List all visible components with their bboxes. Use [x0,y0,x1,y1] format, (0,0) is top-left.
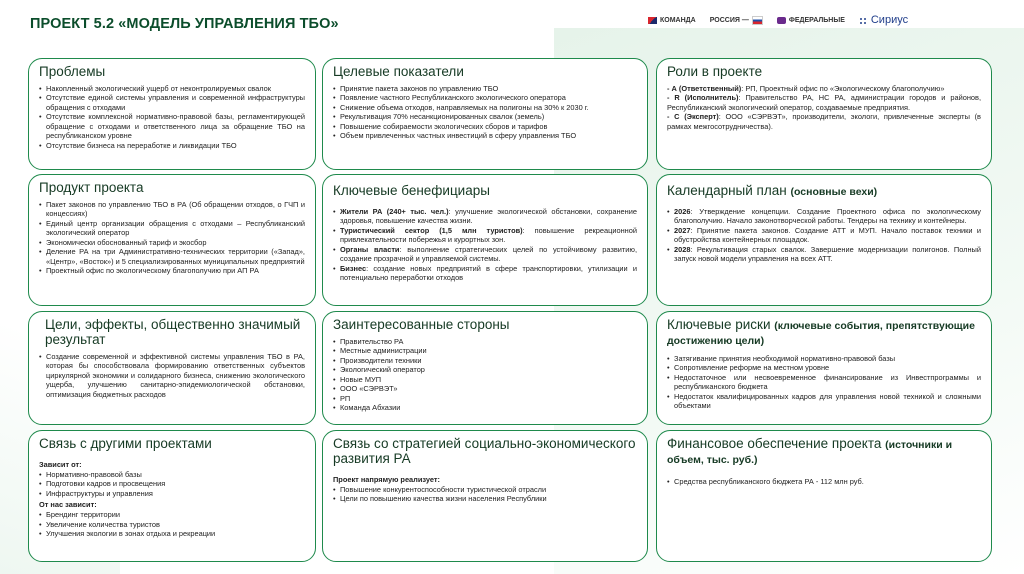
product-list [39,200,305,276]
list-item: • Недостаточное или несвоевременное финансирование из Инвестпрограммы и республиканского бюджета [667,373,981,392]
list-item: • Команда Абхазии [333,403,637,412]
list-item: • Отсутствие единой системы управления и современной инфраструктуры обращения с отходами [39,93,305,112]
logo-komanda: КОМАНДА [648,17,696,24]
affects-label: От нас зависит: [39,500,97,510]
roles-list [667,84,981,131]
card-product [28,174,316,306]
list-item: • Проектный офис по экологическому благополучию при АП РА [39,266,305,275]
strategy-label: Проект напрямую реализует: [333,474,441,484]
list-item: • Объем привлеченных частных инвестиций в сферу управления ТБО [333,131,637,140]
list-item: • Создание современной и эффективной системы управления ТБО в РА, которая бы способствовала формированию ответственных субъектов циркулярной экономики и солидарного бизнеса, снижению экологического ущерба, улучшению санитарно-эпидемиологической обстановки, оптимизация бюджетных расходов [39,352,305,399]
affects-list [39,510,305,538]
list-item: • Брендинг территории [39,510,305,519]
list-item: • Сопротивление реформе на местном уровне [667,363,981,372]
list-item: • Затягивание принятия необходимой нормативно-правовой базы [667,354,981,363]
card-strategy [322,430,648,562]
card-heading: Календарный план (основные вехи) [667,183,878,198]
list-item: - С (Эксперт): ООО «СЭРВЭТ», производители, экологи, привлеченные эксперты (в рамках межгосотрудничества). [667,112,981,131]
card-stakeholders [322,311,648,425]
card-heading: Финансовое обеспечение проекта (источники и объем, тыс. руб.) [667,436,953,466]
list-item: • Деление РА на три Административно-технических территории («Запад», «Центр», «Восток») и 5 специализированных муниципальных предприятий [39,247,305,266]
list-item: • Единый центр организации обращения с отходами – Республиканский экологический оператор [39,219,305,238]
list-item: • Жители РА (240+ тыс. чел.): улучшение экологической обстановки, сохранение здоровья, повышение качества жизни. [333,207,637,226]
calendar-list [667,207,981,264]
list-item: • Производители техники [333,356,637,365]
card-heading: Проблемы [39,64,106,79]
list-item: • Принятие пакета законов по управлению ТБО [333,84,637,93]
card-heading: Заинтересованные стороны [333,317,510,332]
list-item: • Повышение конкурентоспособности туристической отрасли [333,485,637,494]
partner-logos [648,14,908,26]
card-links [28,430,316,562]
page-title: ПРОЕКТ 5.2 «МОДЕЛЬ УПРАВЛЕНИЯ ТБО» [30,16,339,32]
list-item: • Отсутствие бизнеса на переработке и ликвидации ТБО [39,141,305,150]
goals-list [39,352,305,399]
list-item: • Накопленный экологический ущерб от неконтролируемых свалок [39,84,305,93]
finance-list [667,477,981,486]
list-item: • Улучшения экологии в зонах отдыха и рекреации [39,529,305,538]
card-heading: Ключевые риски (ключевые события, препятствующие достижению цели) [667,317,975,347]
card-heading: Целевые показатели [333,64,464,79]
list-item: • Нормативно-правовой базы [39,470,305,479]
list-item: • ООО «СЭРВЭТ» [333,384,637,393]
card-heading: Ключевые бенефициары [333,183,490,198]
card-goals [28,311,316,425]
list-item: • Цели по повышению качества жизни населения Республики [333,494,637,503]
card-heading: Связь со стратегией социально-экономического развития РА [333,436,636,466]
tricolor-icon [752,16,763,25]
list-item: • Пакет законов по управлению ТБО в РА (Об обращении отходов, о ГЧП и концессиях) [39,200,305,219]
problems-list [39,84,305,150]
list-item: • Снижение объема отходов, направляемых на полигоны на 30% к 2030 г. [333,103,637,112]
card-finance [656,430,992,562]
card-calendar [656,174,992,306]
list-item: • 2027: Принятие пакета законов. Создание АТТ и МУП. Начало поставок техники и обустройства контейнерных площадок. [667,226,981,245]
list-item: • Бизнес: создание новых предприятий в сфере транспортировки, утилизации и потенциально переработки отходов [333,264,637,283]
beneficiaries-list [333,207,637,283]
strategy-list [333,485,637,504]
list-item: • Туристический сектор (1,5 млн туристов): повышение рекреационной привлекательности побережья и курортных зон. [333,226,637,245]
list-item: • Средства республиканского бюджета РА - 112 млн руб. [667,477,981,486]
card-heading: Продукт проекта [39,180,144,195]
card-beneficiaries [322,174,648,306]
list-item: • 2028: Рекультивация старых свалок. Завершение модернизации полигонов. Полный запуск новой модели управления на всех АТТ. [667,245,981,264]
list-item: • Инфраструктуры и управления [39,489,305,498]
red-flag-icon [648,17,657,24]
depends-list [39,470,305,498]
list-item: • РП [333,394,637,403]
list-item: • Экономически обоснованный тариф и экосбор [39,238,305,247]
card-targets [322,58,648,170]
list-item: • Повышение собираемости экологических сборов и тарифов [333,122,637,131]
card-heading: Цели, эффекты, общественно значимый результат [45,317,301,347]
list-item: - R (Исполнитель): Правительство РА, НС РА, администрации городов и районов, Республиканский экологический оператор, создаваемые предприятия. [667,93,981,112]
card-heading: Роли в проекте [667,64,763,79]
card-problems [28,58,316,170]
list-item: • Отсутствие комплексной нормативно-правовой базы, регламентирующей обращение с отходами и ответственного лица за обращение ТБО на республиканском уровне [39,112,305,140]
card-risks [656,311,992,425]
card-roles [656,58,992,170]
list-item: • Рекультивация 70% несанкционированных свалок (земель) [333,112,637,121]
list-item: • Новые МУП [333,375,637,384]
dots-icon [859,17,868,24]
logo-rossiya: РОССИЯ — [710,16,763,25]
stakeholders-list [333,337,637,413]
risks-list [667,354,981,411]
list-item: • Экологический оператор [333,365,637,374]
list-item: • Появление частного Республиканского экологического оператора [333,93,637,102]
card-heading: Связь с другими проектами [39,436,212,451]
logo-federal: ФЕДЕРАЛЬНЫЕ [777,17,845,24]
list-item: • 2026: Утверждение концепции. Создание Проектного офиса по экологическому благополучию. Начало законотворческой работы. Тендеры на технику и контейнеры. [667,207,981,226]
list-item: • Правительство РА [333,337,637,346]
list-item: - А (Ответственный): РП, Проектный офис по «Экологическому благополучию» [667,83,945,93]
list-item: • Местные администрации [333,346,637,355]
logo-sirius: Сириус [859,14,908,26]
list-item: • Подготовки кадров и просвещения [39,479,305,488]
list-item: • Увеличение количества туристов [39,520,305,529]
depends-label: Зависит от: [39,459,82,469]
list-item: • Органы власти: выполнение стратегических целей по устойчивому развитию, создание прозрачной и управляемой системы. [333,245,637,264]
targets-list [333,84,637,141]
emblem-icon [777,17,786,24]
list-item: • Недостаток квалифицированных кадров для управления новой техникой и сложными объектами [667,392,981,411]
